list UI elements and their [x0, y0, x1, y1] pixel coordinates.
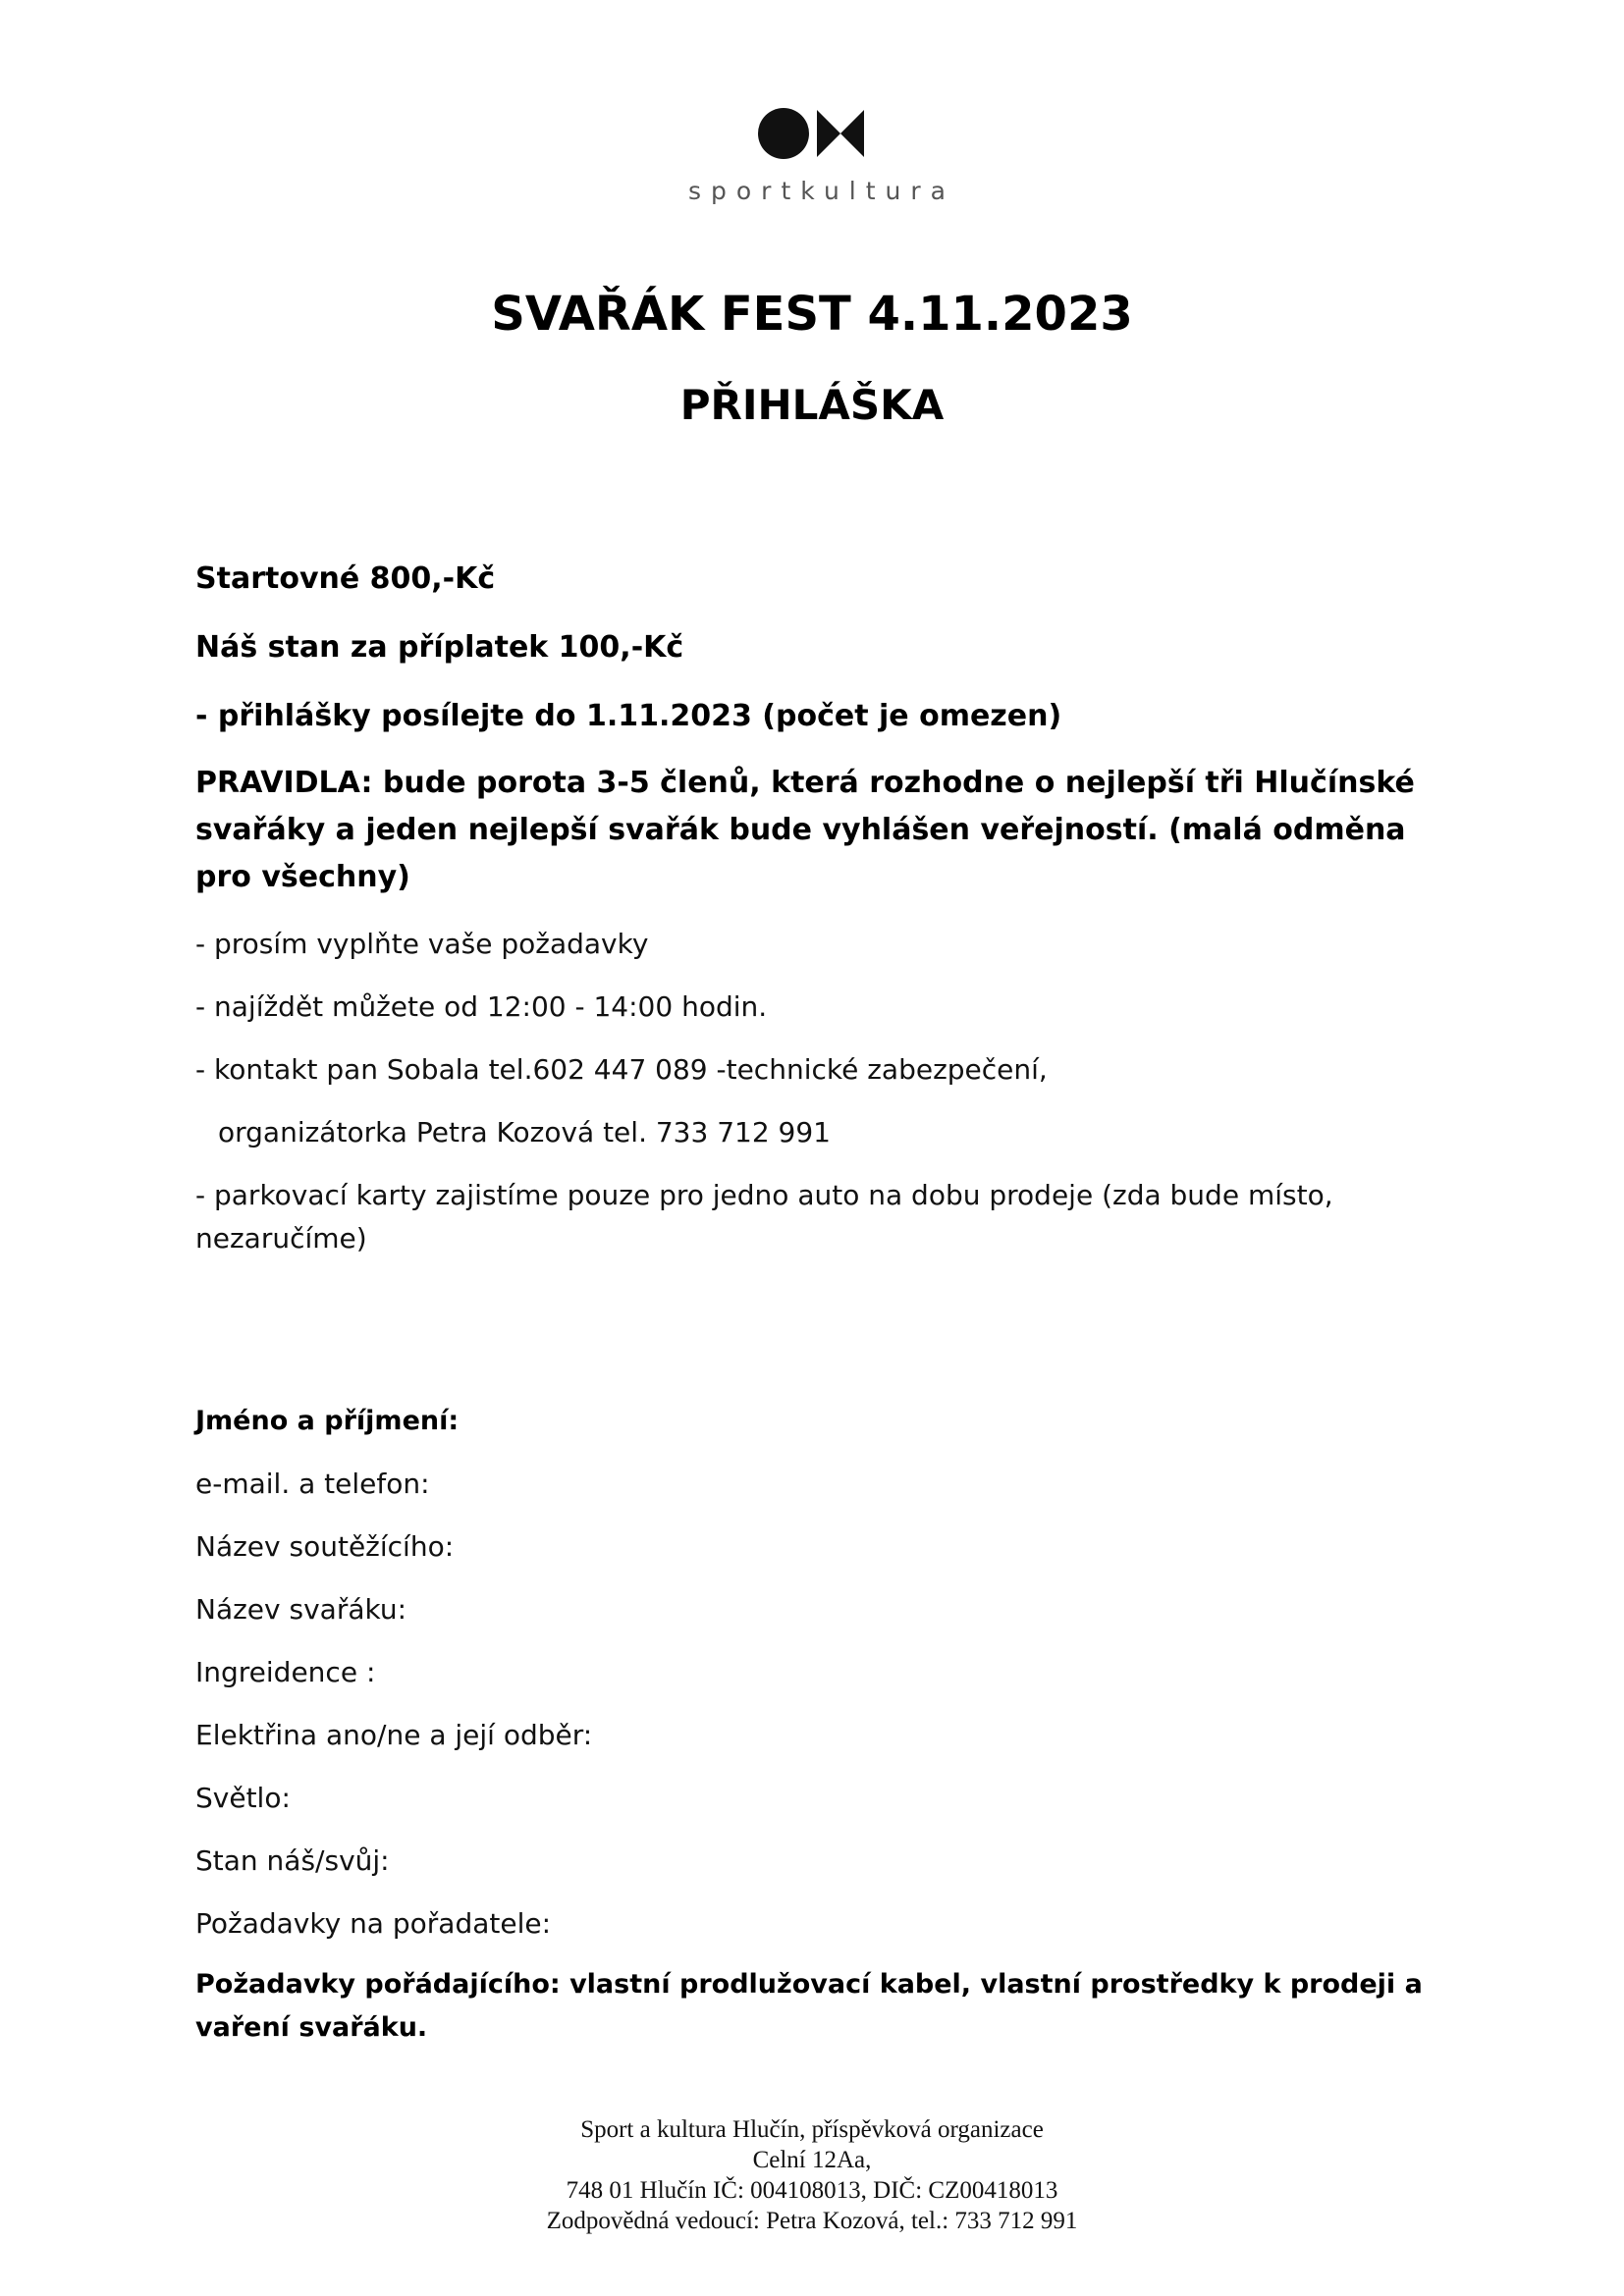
footer-city-ids: 748 01 Hlučín IČ: 004108013, DIČ: CZ00418013 [566, 2177, 1058, 2204]
entry-fee: Startovné 800,-Kč [195, 561, 496, 596]
footer-street: Celní 12Aa, [752, 2147, 872, 2173]
note-fill-requirements: - prosím vyplňte vaše požadavky [195, 928, 649, 960]
footer [0, 2114, 1624, 2236]
form-label-contestant: Název soutěžícího: [195, 1530, 455, 1563]
note-contact-organizer: organizátorka Petra Kozová tel. 733 712 991 [218, 1116, 831, 1148]
page-subtitle: PŘIHLÁŠKA [679, 381, 945, 429]
form-label-light: Světlo: [195, 1782, 291, 1814]
form-label-email-phone: e-mail. a telefon: [195, 1468, 430, 1500]
sportkultura-logo-icon [756, 106, 874, 161]
form-label-organizer-requests: Požadavky na pořadatele: [195, 1907, 552, 1940]
footer-manager: Zodpovědná vedoucí: Petra Kozová, tel.: 733 712 991 [546, 2208, 1078, 2234]
organizer-requirements: Požadavky pořádajícího: vlastní prodlužovací kabel, vlastní prostředky k prodeji a vaření svařáku. [195, 1969, 1423, 2043]
form-label-tent: Stan náš/svůj: [195, 1844, 390, 1877]
note-contact-technical: - kontakt pan Sobala tel.602 447 089 -technické zabezpečení, [195, 1053, 1048, 1086]
rules-paragraph: PRAVIDLA: bude porota 3-5 členů, která rozhodne o nejlepší tři Hlučínské svařáky a jeden nejlepší svařák bude vyhlášen veřejností. (malá odměna pro všechny) [195, 766, 1415, 894]
note-parking: - parkovací karty zajistíme pouze pro jedno auto na dobu prodeje (zda bude místo, nezaručíme) [195, 1179, 1333, 1255]
note-arrival-time: - najíždět můžete od 12:00 - 14:00 hodin. [195, 990, 768, 1023]
form-label-ingredients: Ingreidence : [195, 1656, 376, 1688]
logo-text: sportkultura [687, 177, 955, 205]
page-title: SVAŘÁK FEST 4.11.2023 [491, 287, 1133, 342]
form-label-electricity: Elektřina ano/ne a její odběr: [195, 1719, 593, 1751]
registration-deadline: - přihlášky posílejte do 1.11.2023 (počet je omezen) [195, 699, 1062, 733]
form-label-name: Jméno a příjmení: [195, 1406, 460, 1436]
form-label-drink-name: Název svařáku: [195, 1593, 407, 1626]
tent-surcharge: Náš stan za příplatek 100,-Kč [195, 630, 684, 665]
logo [0, 98, 1624, 216]
footer-organization: Sport a kultura Hlučín, příspěvková organizace [580, 2116, 1044, 2143]
